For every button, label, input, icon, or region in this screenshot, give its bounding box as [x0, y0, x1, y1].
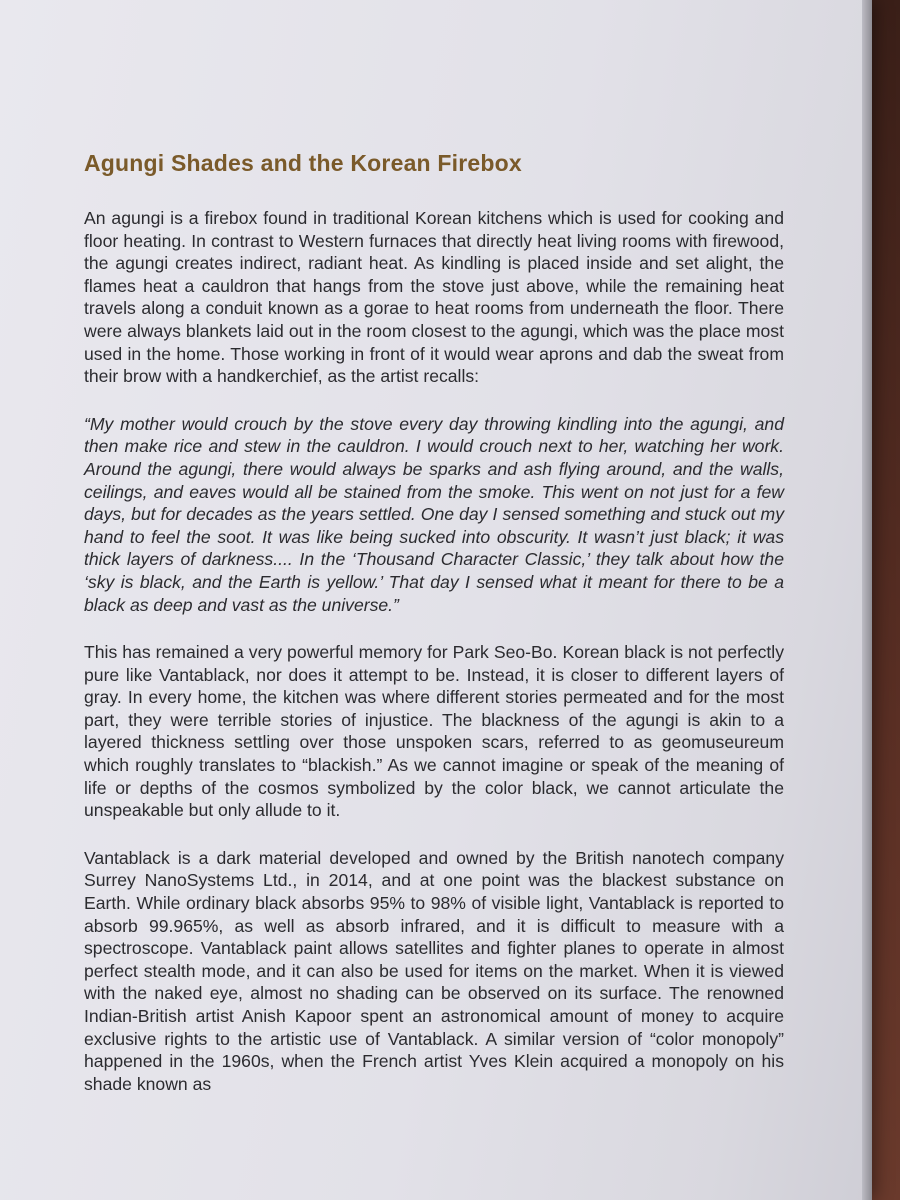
paragraph-artist-quote: “My mother would crouch by the stove every day throwing kindling into the agungi, and then make rice and stew in the cauldron. I would crouch next to her, watching her work. Around the agungi, there would always be sparks and ash flying around, and the walls, ceilings, and eaves would all be stained from the smoke. This went on not just for a few days, but for decades as the years settled. One day I sensed something and stuck out my hand to feel the soot. It was like being sucked into obscurity. It wasn’t just black; it was thick layers of darkness.... In the ‘Thousand Character Classic,’ they talk about how the ‘sky is black, and the Earth is yellow.’ That day I sensed what it meant for there to be a black as deep and vast as the universe.”: [84, 413, 784, 615]
paragraph-agungi-intro: An agungi is a firebox found in traditional Korean kitchens which is used for cooking and floor heating. In contrast to Western furnaces that directly heat living rooms with firewood, the agungi creates indirect, radiant heat. As kindling is placed inside and set alight, the flames heat a cauldron that hangs from the stove just above, while the remaining heat travels along a conduit known as a gorae to heat rooms from underneath the floor. There were always blankets laid out in the room closest to the agungi, which was the place most used in the home. Those working in front of it would wear aprons and dab the sweat from their brow with a handkerchief, as the artist recalls:: [84, 208, 784, 387]
page-content: [84, 150, 784, 1095]
page-edge: [862, 0, 872, 1200]
paragraph-vantablack: Vantablack is a dark material developed and owned by the British nanotech company Surrey NanoSystems Ltd., in 2014, and at one point was the blackest substance on Earth. While ordinary black absorbs 95% to 98% of visible light, Vantablack is reported to absorb 99.965%, as well as absorb infrared, and it is difficult to measure with a spectroscope. Vantablack paint allows satellites and fighter planes to operate in almost perfect stealth mode, and it can also be used for items on the market. When it is viewed with the naked eye, almost no shading can be observed on its surface. The renowned Indian-British artist Anish Kapoor spent an astronomical amount of money to acquire exclusive rights to the artistic use of Vantablack. A similar version of “color monopoly” happened in the 1960s, when the French artist Yves Klein acquired a monopoly on his shade known as: [84, 847, 784, 1094]
paragraph-korean-black: This has remained a very powerful memory for Park Seo-Bo. Korean black is not perfectly pure like Vantablack, nor does it attempt to be. Instead, it is closer to different layers of gray. In every home, the kitchen was where different stories permeated and for the most part, they were terrible stories of injustice. The blackness of the agungi is akin to a layered thickness settling over those unspoken scars, referred to as geomuseureum which roughly translates to “blackish.” As we cannot imagine or speak of the meaning of life or depths of the cosmos symbolized by the color black, we cannot articulate the unspeakable but only allude to it.: [84, 642, 784, 821]
section-heading: Agungi Shades and the Korean Firebox: [84, 150, 522, 176]
